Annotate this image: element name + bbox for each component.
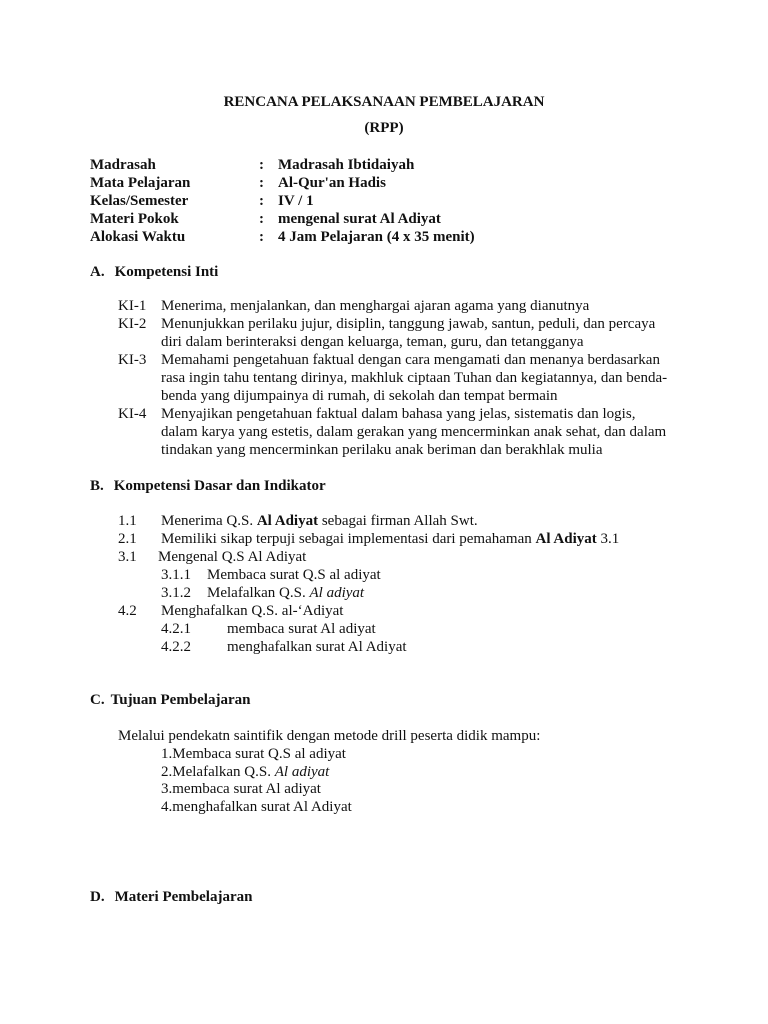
tujuan-item [161, 798, 352, 816]
text-run: 1.Membaca surat Q.S al adiyat [161, 746, 346, 762]
ki-text-line: dalam karya yang estetis, dalam gerakan yang mencerminkan anak sehat, dan dalam [161, 424, 667, 440]
ki-text-line: Memahami pengetahuan faktual dengan cara mengamati dan menanya berdasarkan [161, 352, 660, 368]
section-title: Tujuan Pembelajaran [110, 692, 251, 708]
kd-text [227, 638, 407, 656]
identity-label: Materi Pokok [90, 211, 179, 227]
identity-separator: : [259, 175, 264, 191]
text-run: Menghafalkan Q.S. al-‘Adiyat [161, 603, 344, 619]
kd-text [227, 620, 376, 638]
identity-label: Mata Pelajaran [90, 175, 191, 191]
kd-number: 3.1.1 [161, 567, 191, 583]
identity-value: Madrasah Ibtidaiyah [278, 157, 415, 173]
section-a-heading [90, 263, 218, 281]
kd-number: 3.1 [118, 549, 137, 565]
tujuan-item [161, 745, 346, 763]
identity-separator: : [259, 157, 264, 173]
text-run: Melafalkan Q.S. [207, 585, 310, 601]
section-letter: C. [90, 692, 105, 708]
kd-text [158, 548, 306, 566]
section-b-heading [90, 477, 326, 495]
document-subtitle: (RPP) [364, 120, 404, 136]
identity-value: Al-Qur'an Hadis [278, 175, 386, 191]
text-run: Menerima Q.S. [161, 513, 257, 529]
ki-text-line: benda yang dijumpainya di rumah, di sekolah dan tempat bermain [161, 388, 558, 404]
kd-number: 4.2.2 [161, 639, 191, 655]
kd-number: 2.1 [118, 531, 137, 547]
section-letter: A. [90, 264, 105, 280]
text-run: Al Adiyat [256, 513, 319, 529]
identity-separator: : [259, 211, 264, 227]
text-run: Al Adiyat [535, 531, 597, 547]
text-run: Membaca surat Q.S al adiyat [207, 567, 381, 583]
ki-text-line: Menerima, menjalankan, dan menghargai ajaran agama yang dianutnya [161, 298, 590, 314]
document-title: RENCANA PELAKSANAAN PEMBELAJARAN [223, 94, 545, 110]
kd-text [207, 584, 364, 602]
identity-value: mengenal surat Al Adiyat [278, 211, 441, 227]
tujuan-intro: Melalui pendekatn saintifik dengan metode drill peserta didik mampu: [118, 728, 541, 744]
kd-text [161, 512, 478, 530]
ki-code: KI-2 [118, 316, 147, 332]
identity-separator: : [259, 193, 264, 209]
text-run: sebagai firman Allah Swt. [318, 513, 478, 529]
text-run: Al adiyat [309, 585, 365, 601]
text-run: membaca surat Al adiyat [227, 621, 376, 637]
text-run: 4.menghafalkan surat Al Adiyat [161, 799, 352, 815]
kd-text [207, 566, 381, 584]
kd-number: 4.2.1 [161, 621, 191, 637]
kd-text [161, 530, 619, 548]
text-run: 3.membaca surat Al adiyat [161, 781, 321, 797]
text-run: 2.Melafalkan Q.S. [161, 764, 275, 780]
text-run: Al adiyat [274, 764, 330, 780]
ki-code: KI-3 [118, 352, 147, 368]
ki-code: KI-1 [118, 298, 147, 314]
identity-label: Alokasi Waktu [90, 229, 186, 245]
kd-number: 3.1.2 [161, 585, 191, 601]
identity-value: IV / 1 [278, 193, 314, 209]
identity-label: Madrasah [90, 157, 156, 173]
ki-text-line: tindakan yang mencerminkan perilaku anak beriman dan berakhlak mulia [161, 442, 603, 458]
ki-text-line: diri dalam berinteraksi dengan keluarga, teman, guru, dan tetangganya [161, 334, 584, 350]
ki-text-line: Menunjukkan perilaku jujur, disiplin, tanggung jawab, santun, peduli, dan percaya [161, 316, 656, 332]
ki-text-line: rasa ingin tahu tentang dirinya, makhluk ciptaan Tuhan dan kegiatannya, dan benda- [161, 370, 668, 386]
tujuan-item [161, 763, 329, 781]
kd-number: 1.1 [118, 513, 137, 529]
identity-separator: : [259, 229, 264, 245]
identity-value: 4 Jam Pelajaran (4 x 35 menit) [278, 229, 475, 245]
kd-number: 4.2 [118, 603, 137, 619]
text-run: Memiliki sikap terpuji sebagai implementasi dari pemahaman [161, 531, 536, 547]
section-c-heading [90, 691, 250, 709]
section-letter: B. [90, 478, 104, 494]
text-run: Mengenal Q.S Al Adiyat [158, 549, 307, 565]
ki-text-line: Menyajikan pengetahuan faktual dalam bahasa yang jelas, sistematis dan logis, [161, 406, 636, 422]
identity-label: Kelas/Semester [90, 193, 189, 209]
tujuan-item [161, 780, 321, 798]
text-run: 3.1 [596, 531, 620, 547]
kd-text [161, 602, 343, 620]
section-d-heading [90, 888, 252, 906]
section-title: Kompetensi Dasar dan Indikator [113, 478, 326, 494]
section-title: Materi Pembelajaran [114, 889, 253, 905]
ki-code: KI-4 [118, 406, 147, 422]
section-letter: D. [90, 889, 105, 905]
text-run: menghafalkan surat Al Adiyat [227, 639, 407, 655]
section-title: Kompetensi Inti [114, 264, 219, 280]
